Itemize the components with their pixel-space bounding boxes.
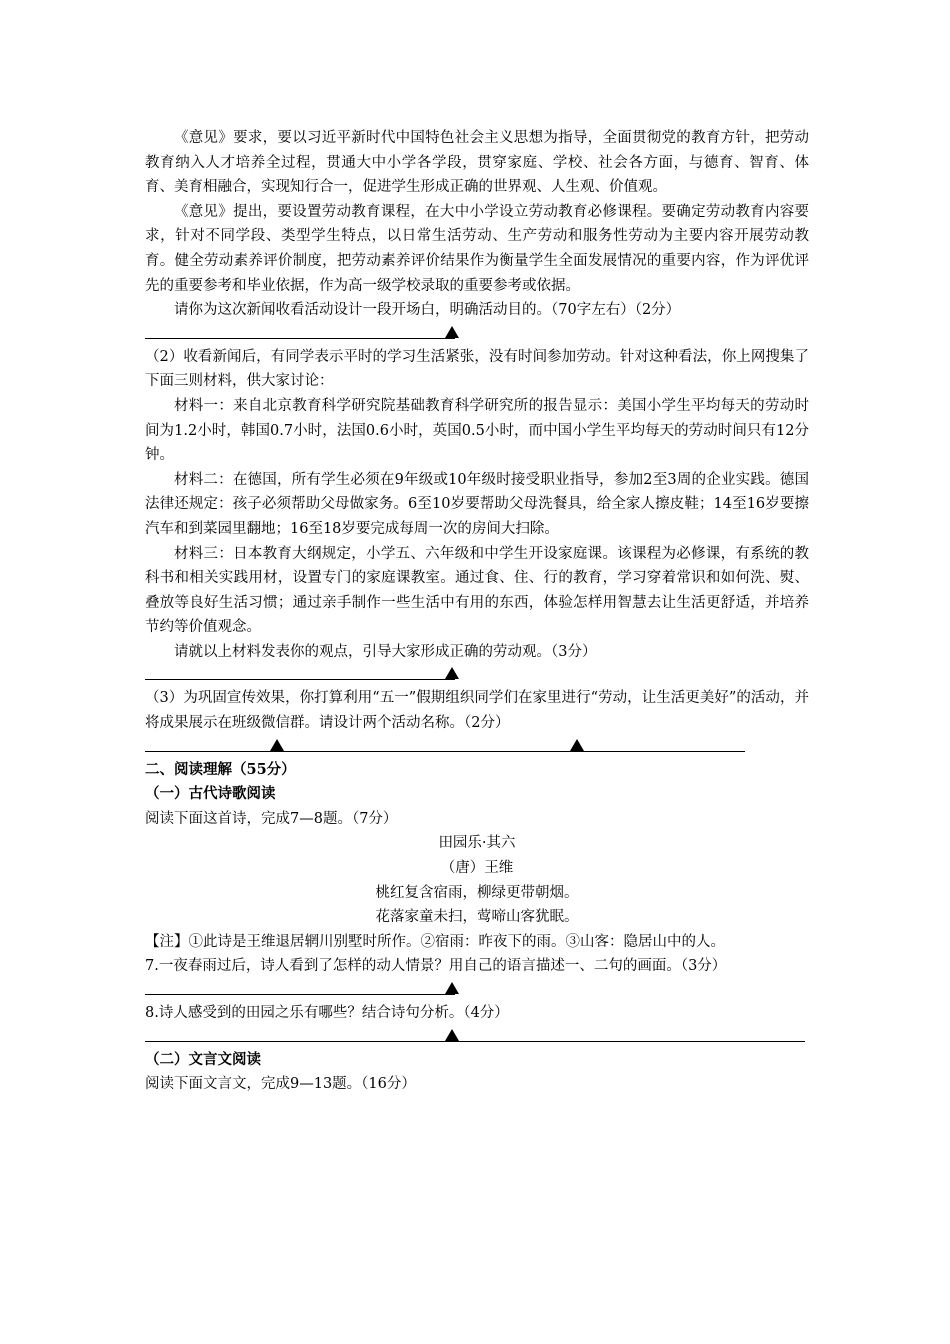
subsection-poetry-title: （一）古代诗歌阅读 [145,785,276,803]
question-1-prompt: 请你为这次新闻收看活动设计一段开场白，明确活动目的。（70字左右）（2分） [174,302,681,319]
triangle-icon [445,326,459,338]
answer-line-q3[interactable] [145,738,809,752]
section-2-title: 二、阅读理解（55分） [145,760,296,778]
opinion-paragraph-1: 《意见》要求，要以习近平新时代中国特色社会主义思想为指导，全面贯彻党的教育方针，把劳动教育纳入人才培养全过程，贯通大中小学各学段，贯穿家庭、学校、社会各方面，与德育、智育、体育、美育相融合，实现知行合一，促进学生形成正确的世界观、人生观、价值观。 [145,130,809,196]
material-3: 材料三：日本教育大纲规定，小学五、六年级和中学生开设家庭课。该课程为必修课，有系统的教科书和相关实践用材，设置专门的家庭课教室。通过食、住、行的教育，学习穿着常识和如何洗、熨、叠放等良好生活习惯；通过亲手制作一些生活中有用的东西，体验怎样用智慧去让生活更舒适，并培养节约等价值观念。 [145,545,809,636]
answer-line-q8[interactable] [145,1028,809,1042]
triangle-icon [445,982,459,994]
answer-line-q7[interactable] [145,981,809,995]
triangle-icon [270,739,284,751]
material-1: 材料一：来自北京教育科学研究院基础教育科学研究所的报告显示：美国小学生平均每天的劳动时间为1.2小时，韩国0.7小时，法国0.6小时，英国0.5小时，而中国小学生平均每天的劳动时间只有12分钟。 [145,397,809,464]
subsection-classical-title: （二）文言文阅读 [145,1050,261,1068]
question-8: 8.诗人感受到的田园之乐有哪些？结合诗句分析。（4分） [145,1005,509,1021]
answer-line-q2[interactable] [145,666,809,680]
poem-title: 田园乐·其六 [438,835,516,852]
answer-line-q1[interactable] [145,325,809,339]
question-2-prompt: 请就以上材料发表你的观点，引导大家形成正确的劳动观。（3分） [174,643,597,660]
poem-line-2: 花落家童未扫，莺啼山客犹眠。 [375,909,579,926]
triangle-icon [445,667,459,679]
question-2-intro: （2）收看新闻后，有同学表示平时的学习生活紧张，没有时间参加劳动。针对这种看法，你上网搜集了下面三则材料，供大家讨论： [145,348,809,390]
answer-rule [145,751,745,752]
poetry-instruction: 阅读下面这首诗，完成7—8题。（7分） [145,810,398,827]
answer-rule [145,1041,805,1042]
classical-instruction: 阅读下面文言文，完成9—13题。（16分） [145,1076,416,1093]
exam-page [145,126,809,1097]
answer-rule [145,679,455,680]
question-3-prompt: （3）为巩固宣传效果，你打算利用“五一”假期组织同学们在家里进行“劳动，让生活更美好”的活动，并将成果展示在班级微信群。请设计两个活动名称。（2分） [145,690,809,732]
poem-line-1: 桃红复含宿雨，柳绿更带朝烟。 [375,884,579,901]
triangle-icon [570,739,584,751]
material-2: 材料二：在德国，所有学生必须在9年级或10年级时接受职业指导，参加2至3周的企业实践。德国法律还规定：孩子必须帮助父母做家务。6至10岁要帮助父母洗餐具，给全家人擦皮鞋；14至16岁要擦汽车和到菜园里翻地；16至18岁要完成每周一次的房间大扫除。 [145,471,809,537]
answer-rule [145,338,455,339]
triangle-icon [445,1029,459,1041]
poem-author: （唐）王维 [440,860,514,877]
poem-note: 【注】①此诗是王维退居辋川别墅时所作。②宿雨：昨夜下的雨。③山客：隐居山中的人。 [145,933,725,950]
opinion-paragraph-2: 《意见》提出，要设置劳动教育课程，在大中小学设立劳动教育必修课程。要确定劳动教育内容要求，针对不同学段、类型学生特点，以日常生活劳动、生产劳动和服务性劳动为主要内容开展劳动教育。健全劳动素养评价制度，把劳动素养评价结果作为衡量学生全面发展情况的重要内容，作为评优评先的重要参考和毕业依据，作为高一级学校录取的重要参考或依据。 [145,203,809,294]
question-7: 7.一夜春雨过后，诗人看到了怎样的动人情景？用自己的语言描述一、二句的画面。（3分） [145,958,727,975]
answer-rule [145,994,455,995]
